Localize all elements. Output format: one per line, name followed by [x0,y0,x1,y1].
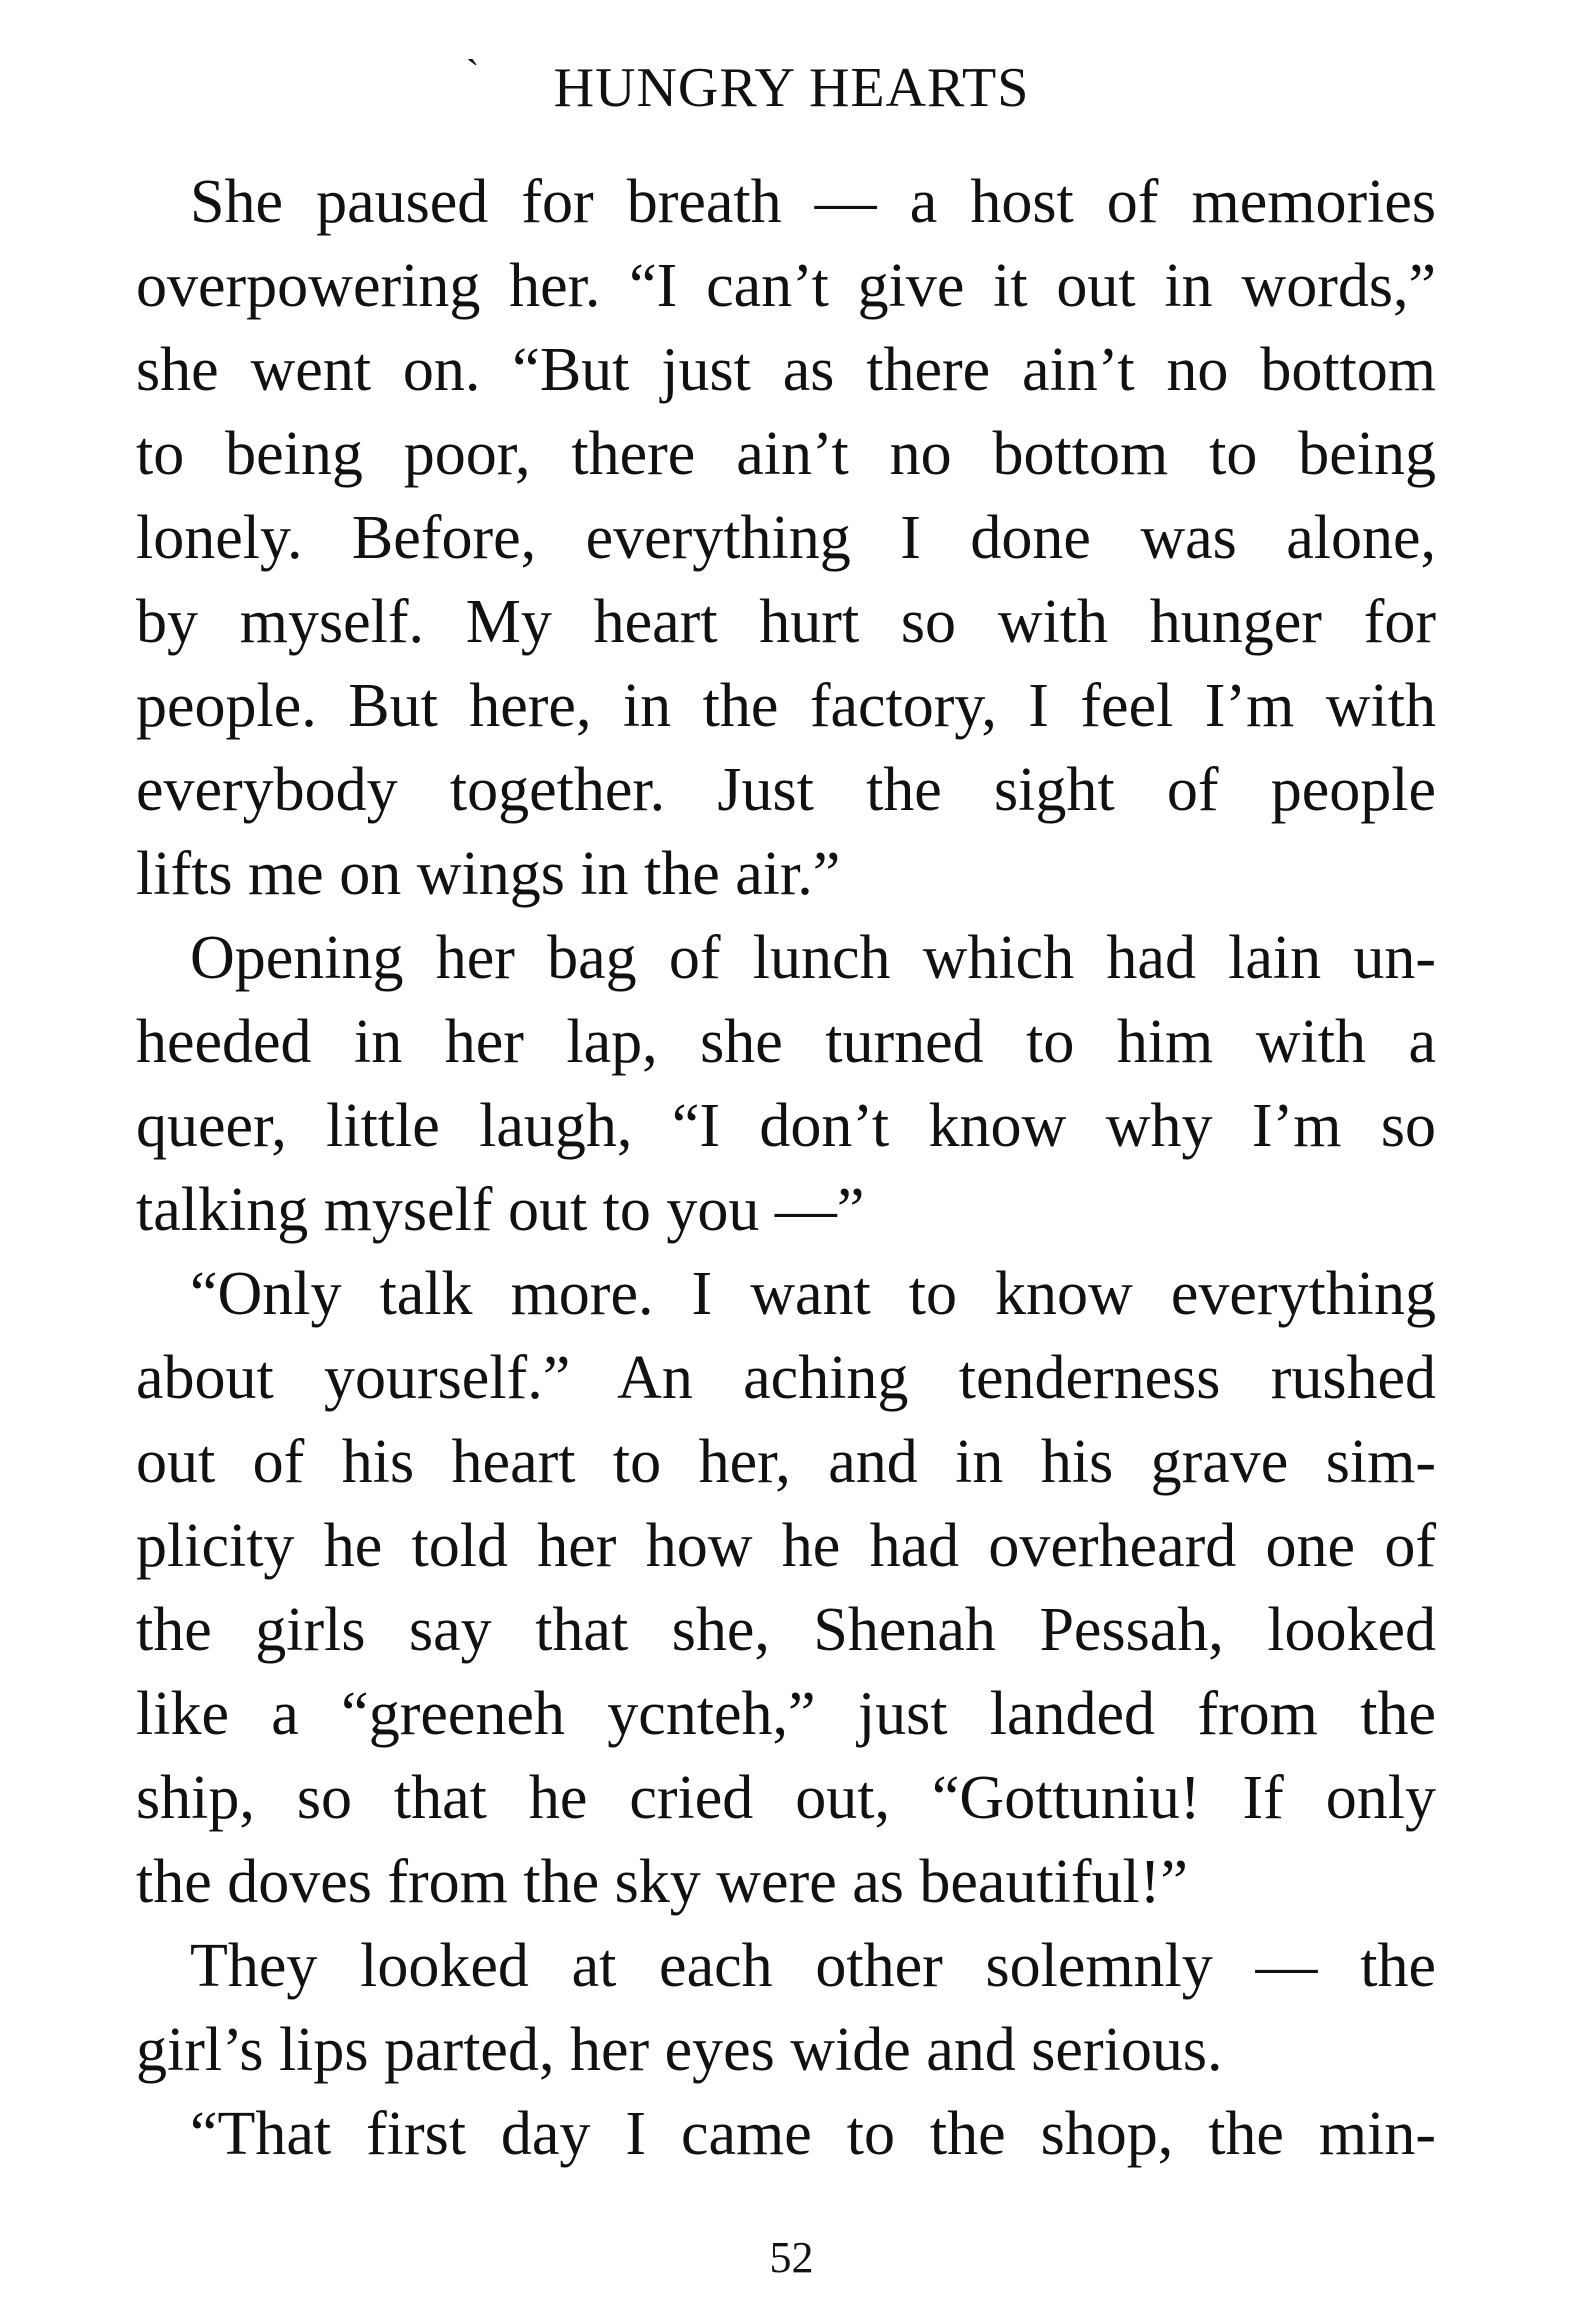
text-line: she went on. “But just as there ain’t no bottom [136,336,1436,404]
text-line: lonely. Before, everything I done was alone, [136,504,1436,572]
body-text [136,160,1436,2176]
page-number: 52 [769,2233,814,2282]
text-line: people. But here, in the factory, I feel I’m with [136,672,1436,740]
text-line: like a “greeneh ycnteh,” just landed from the [136,1680,1436,1748]
text-line: “Only talk more. I want to know everything [190,1260,1436,1328]
text-line: the doves from the sky were as beautiful!” [136,1848,1188,1916]
text-line: out of his heart to her, and in his grave sim- [136,1428,1436,1496]
text-line: to being poor, there ain’t no bottom to being [136,420,1436,488]
text-line: talking myself out to you —” [136,1176,865,1244]
book-title: HUNGRY HEARTS [553,57,1030,119]
text-line: girl’s lips parted, her eyes wide and serious. [136,2016,1223,2084]
text-line: overpowering her. “I can’t give it out in words,” [136,252,1436,320]
text-line: lifts me on wings in the air.” [136,840,841,908]
text-line: about yourself.” An aching tenderness rushed [136,1344,1436,1412]
running-head [0,51,1583,119]
text-line: ship, so that he cried out, “Gottuniu! If only [136,1764,1436,1832]
text-line: They looked at each other solemnly — the [190,1932,1436,2000]
text-line: heeded in her lap, she turned to him with a [136,1008,1436,1076]
text-line: Opening her bag of lunch which had lain un- [190,924,1436,992]
text-line: the girls say that she, Shenah Pessah, looked [136,1596,1436,1664]
text-line: by myself. My heart hurt so with hunger for [136,588,1436,656]
stray-mark: ` [466,51,481,96]
text-line: plicity he told her how he had overheard one of [136,1512,1436,1580]
text-line: “That first day I came to the shop, the min- [190,2100,1436,2168]
text-line: She paused for breath — a host of memories [190,168,1436,236]
text-line: everybody together. Just the sight of people [136,756,1436,824]
text-line: queer, little laugh, “I don’t know why I’m so [136,1092,1436,1160]
